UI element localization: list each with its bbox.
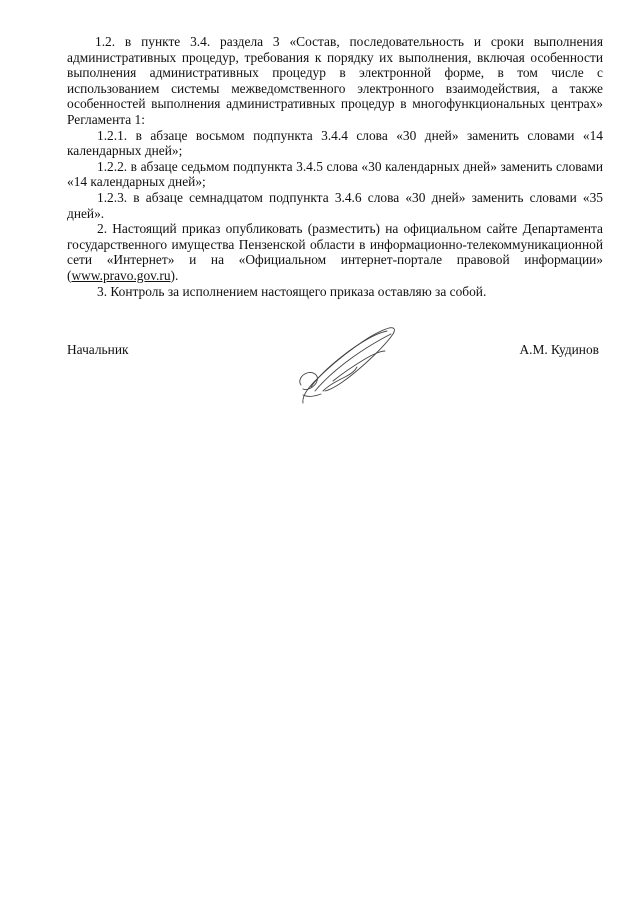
paragraph-2 [67, 221, 603, 283]
paragraph-2-text-after-link: ). [170, 267, 179, 283]
paragraph-1-2: 1.2. в пункте 3.4. раздела 3 «Состав, последовательность и сроки выполнения административных процедур, требования к порядку их выполнения, включая особенности выполнения административных процедур в электронной форме, в том числе с использованием системы межведомственного электронного взаимодействия, а также особенностей выполнения административных процедур в многофункциональных центрах» Регламента 1: [67, 34, 603, 127]
pravo-gov-link[interactable]: www.pravo.gov.ru [71, 267, 171, 283]
paragraph-2-text-before-link: 2. Настоящий приказ опубликовать (разместить) на официальном сайте Департамента государственного имущества Пензенской области в информационно-телекоммуникационной сети «Интернет» и на «Официальном интернет-портале правовой информации» ( [67, 221, 603, 283]
paragraph-3: 3. Контроль за исполнением настоящего приказа оставляю за собой. [97, 283, 487, 299]
paragraph-1-2-1: 1.2.1. в абзаце восьмом подпункта 3.4.4 слова «30 дней» заменить словами «14 календарных дней»; [67, 127, 603, 159]
signer-name: А.М. Кудинов [519, 342, 599, 357]
paragraph-1-2-2: 1.2.2. в абзаце седьмом подпункта 3.4.5 слова «30 календарных дней» заменить словами «14 календарных дней»; [67, 158, 603, 190]
paragraph-1-2-3: 1.2.3. в абзаце семнадцатом подпункта 3.4.6 слова «30 дней» заменить словами «35 дней». [67, 189, 603, 221]
document-body [67, 34, 603, 299]
handwritten-signature-icon [293, 325, 408, 407]
position-title: Начальник [67, 342, 129, 357]
